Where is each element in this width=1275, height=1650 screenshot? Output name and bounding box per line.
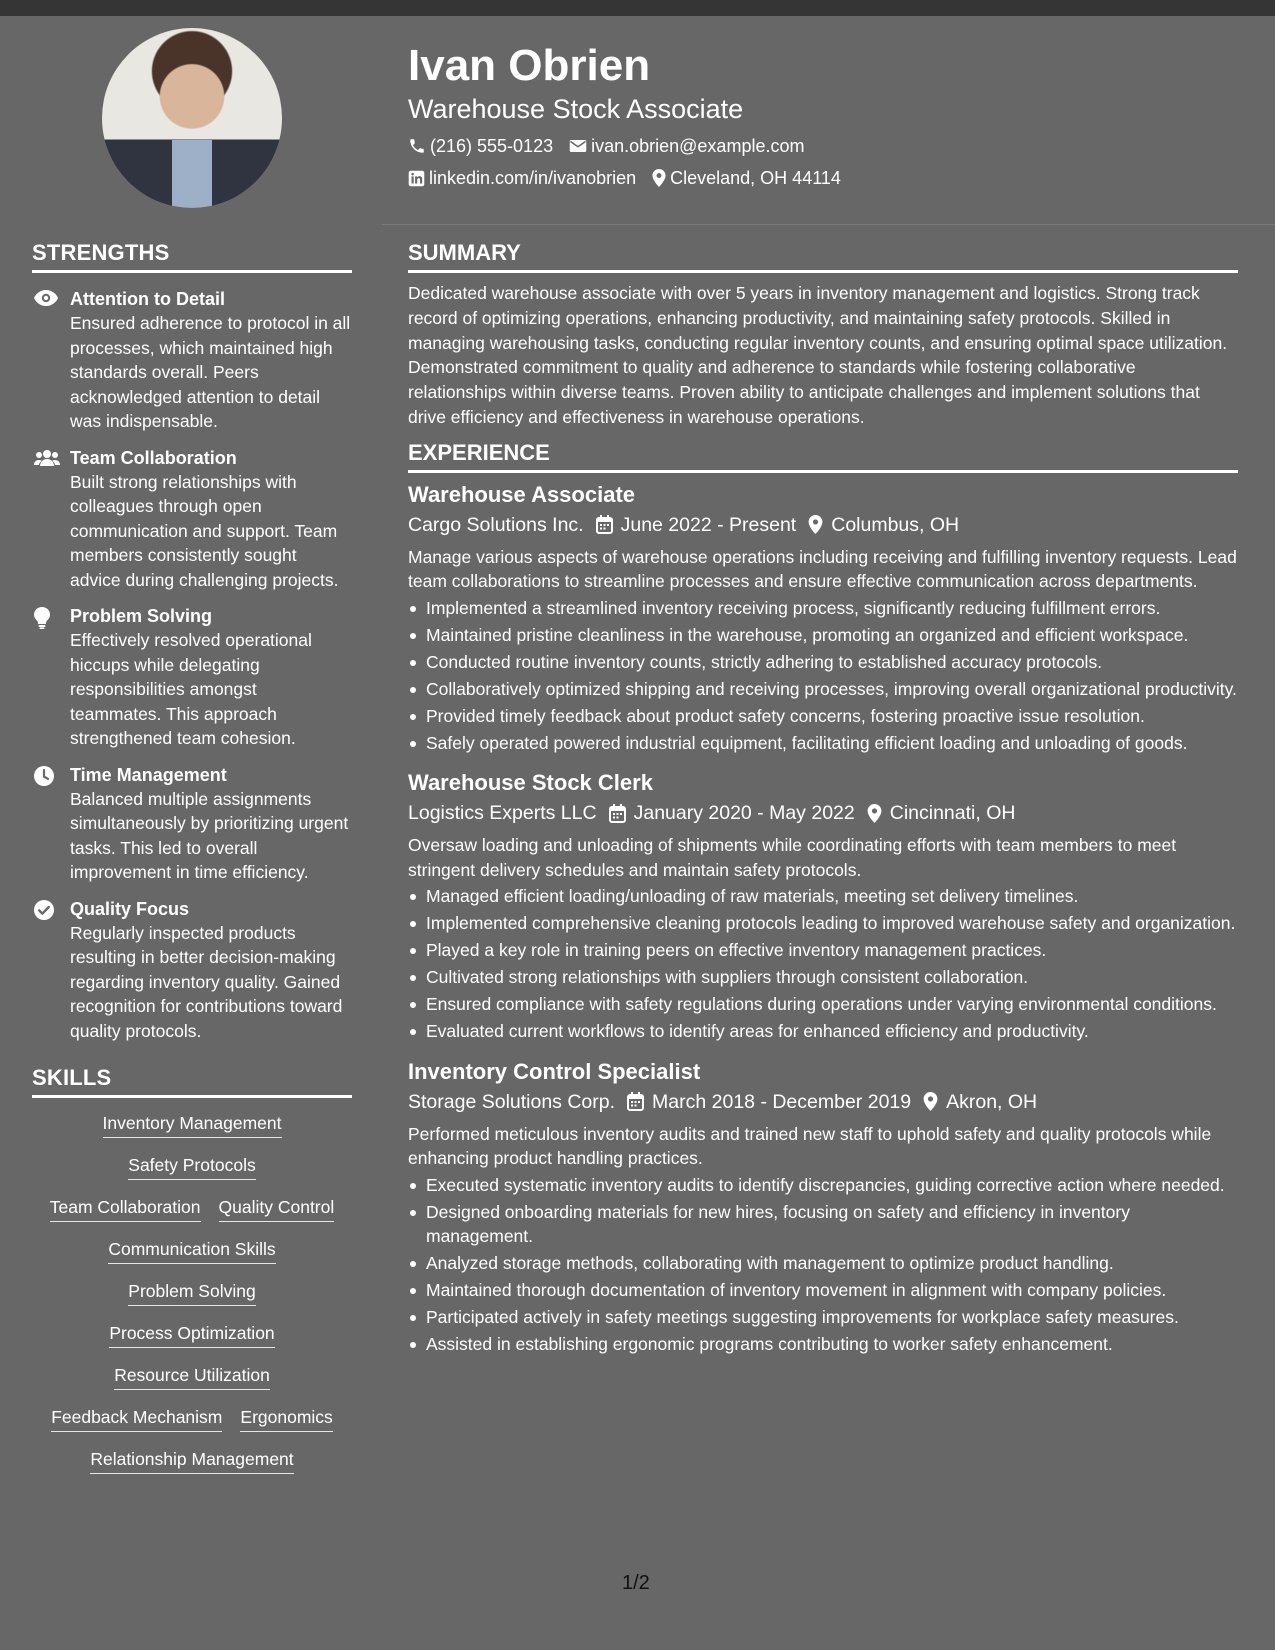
job-dates: March 2018 - December 2019 [652,1090,912,1113]
skill-row [109,1322,274,1348]
skill-row [51,1406,333,1432]
map-pin-icon [808,515,823,534]
skill-row [128,1280,255,1306]
skill-tag: Resource Utilization [114,1364,270,1390]
strength-body [70,897,352,1044]
page-number: 1/2 [622,1572,650,1594]
strength-text: Built strong relationships with colleagues through open communication and support. Team members consistently sought advice during challenging projects. [70,471,339,590]
skill-row [128,1154,255,1180]
job-description: Oversaw loading and unloading of shipments while coordinating efforts with team members to meet stringent delivery schedules and maintain safety protocols. [408,835,1177,880]
strength-item [32,446,352,593]
check-circle-icon [32,897,70,1044]
eye-icon [32,287,70,434]
job-bullet: Cultivated strong relationships with suppliers through consistent collaboration. [408,965,1238,990]
skill-tag: Feedback Mechanism [51,1406,222,1432]
job-meta [408,799,1238,827]
job-dates-wrap [609,799,855,827]
skill-row [103,1112,282,1138]
phone-contact [408,134,553,158]
job-bullet: Evaluated current workflows to identify areas for enhanced efficiency and productivity. [408,1019,1238,1044]
skills-heading: SKILLS [32,1065,352,1098]
job-dates: June 2022 - Present [620,513,797,536]
clock-icon [32,763,70,885]
job-location-wrap [867,799,1016,827]
job-dates-wrap [627,1088,911,1116]
strength-title: Attention to Detail [70,289,225,309]
job-bullet: Ensured compliance with safety regulations during operations under varying environmental conditions. [408,992,1238,1017]
strength-item [32,604,352,751]
strength-item [32,287,352,434]
job-entry [408,769,1238,1044]
job-location-wrap [808,511,959,539]
job-bullet: Participated actively in safety meetings suggesting improvements for workplace safety measures. [408,1305,1238,1330]
phone-text: (216) 555-0123 [430,136,554,156]
strength-item [32,763,352,885]
calendar-icon [609,804,626,823]
strengths-list [32,287,352,1043]
job-location: Columbus, OH [831,513,960,536]
job-bullets [408,1173,1238,1357]
job-bullet: Designed onboarding materials for new hires, focusing on safety and efficiency in inventory management. [408,1200,1238,1249]
skill-row [90,1448,293,1474]
skill-tag: Inventory Management [103,1112,282,1138]
job-bullet: Provided timely feedback about product safety concerns, fostering proactive issue resolution. [408,704,1238,729]
contact-row-1 [408,134,1238,158]
job-title: Warehouse Associate [408,481,636,507]
envelope-icon [569,138,587,154]
job-bullets [408,596,1238,756]
job-bullet: Collaboratively optimized shipping and receiving processes, improving overall organizational productivity. [408,677,1238,702]
strengths-heading: STRENGTHS [32,240,352,273]
skill-tag: Problem Solving [128,1280,255,1306]
linkedin-contact[interactable] [408,166,636,190]
contact-row-2 [408,166,1238,190]
skill-row [114,1364,270,1390]
strength-text: Regularly inspected products resulting in better decision-making regarding inventory quality. Gained recognition for contributions toward quality protocols. [70,922,343,1041]
strength-text: Balanced multiple assignments simultaneously by prioritizing urgent tasks. This led to overall improvement in time efficiency. [70,788,349,882]
job-meta [408,1088,1238,1116]
location-text: Cleveland, OH 44114 [670,168,841,188]
main-content [408,240,1238,1359]
job-dates: January 2020 - May 2022 [633,802,855,825]
job-entry [408,1058,1238,1357]
job-bullets [408,884,1238,1044]
skill-tag: Team Collaboration [50,1196,201,1222]
strength-body [70,287,352,434]
job-company: Logistics Experts LLC [408,802,597,825]
users-icon [32,446,70,593]
job-bullet: Maintained thorough documentation of inventory movement in alignment with company policies. [408,1278,1238,1303]
job-dates-wrap [596,511,797,539]
job-description: Performed meticulous inventory audits and trained new staff to uphold safety and quality protocols while enhancing product handling practices. [408,1123,1212,1169]
strength-body [70,604,352,751]
summary-text: Dedicated warehouse associate with over 5 years in inventory management and logistics. Strong track record of optimizing operations, enhancing productivity, and maintaining safety protocols. Skilled in managing warehousing tasks, conducting regular inventory counts, and ensuring optimal space utilization. Demonstrated commitment to quality and adherence to standards while fostering collaborative relationships within diverse teams. Proven ability to anticipate challenges and implement solutions that drive efficiency and effectiveness in warehouse operations. [408,283,1228,427]
header-divider [382,224,1275,225]
job-bullet: Maintained pristine cleanliness in the warehouse, promoting an organized and efficient workspace. [408,623,1238,648]
skill-row [50,1196,335,1222]
map-pin-icon [923,1092,938,1111]
job-location-wrap [923,1088,1037,1116]
strength-text: Effectively resolved operational hiccups while delegating responsibilities amongst teammates. This approach strengthened team cohesion. [70,630,312,748]
sidebar [32,28,352,1490]
job-description: Manage various aspects of warehouse operations including receiving and fulfilling inventory requests. Lead team collaborations to streamline processes and ensure effective communication across departments. [408,546,1237,592]
skill-tag: Safety Protocols [128,1154,255,1180]
experience-heading: EXPERIENCE [408,440,1238,473]
job-bullet: Played a key role in training peers on effective inventory management practices. [408,938,1238,963]
skill-tag: Relationship Management [90,1448,293,1474]
strength-body [70,763,352,885]
job-title: Inventory Control Specialist [408,1058,701,1084]
strength-item [32,897,352,1044]
profile-photo [102,28,282,208]
resume-header [408,40,1238,190]
job-meta [408,511,1238,539]
job-bullet: Executed systematic inventory audits to identify discrepancies, guiding corrective action where needed. [408,1173,1238,1198]
strength-title: Time Management [70,764,227,785]
strength-title: Quality Focus [70,898,190,919]
skill-row [108,1238,275,1264]
linkedin-text[interactable]: linkedin.com/in/ivanobrien [429,168,637,188]
summary-heading: SUMMARY [408,240,1238,273]
strength-title: Team Collaboration [70,447,237,468]
strength-body [70,446,352,593]
skill-tag: Communication Skills [108,1238,275,1264]
job-bullet: Implemented a streamlined inventory receiving process, significantly reducing fulfillment errors. [408,596,1238,621]
job-entry [408,481,1238,756]
strength-title: Problem Solving [70,606,213,626]
linkedin-icon [408,170,425,187]
job-bullet: Managed efficient loading/unloading of raw materials, meeting set delivery timelines. [408,884,1238,909]
job-bullet: Analyzed storage methods, collaborating with management to optimize product handling. [408,1251,1238,1276]
experience-list [408,481,1238,1357]
strength-text: Ensured adherence to protocol in all processes, which maintained high standards overall. Peers acknowledged attention to detail was indispensable. [70,313,351,431]
skill-tag: Ergonomics [240,1406,332,1432]
candidate-name: Ivan Obrien [408,41,651,90]
candidate-title: Warehouse Stock Associate [408,94,744,124]
email-contact[interactable] [569,134,804,158]
job-location: Cincinnati, OH [889,802,1016,825]
job-company: Cargo Solutions Inc. [408,513,584,536]
job-bullet: Conducted routine inventory counts, strictly adhering to established accuracy protocols. [408,650,1238,675]
skill-tag: Process Optimization [109,1322,274,1348]
location-contact [652,166,841,190]
lightbulb-icon [32,604,70,751]
map-pin-icon [867,804,882,823]
job-title: Warehouse Stock Clerk [408,770,653,796]
email-text[interactable]: ivan.obrien@example.com [591,136,805,156]
job-company: Storage Solutions Corp. [408,1090,616,1113]
calendar-icon [596,515,613,534]
skills-list [32,1112,352,1490]
job-bullet: Safely operated powered industrial equipment, facilitating efficient loading and unloading of goods. [408,731,1238,756]
phone-icon [408,137,426,155]
skill-tag: Quality Control [219,1196,335,1222]
job-bullet: Assisted in establishing ergonomic programs contributing to worker safety enhancement. [408,1332,1238,1357]
job-location: Akron, OH [946,1090,1038,1113]
job-bullet: Implemented comprehensive cleaning protocols leading to improved warehouse safety and organization. [408,911,1238,936]
calendar-icon [627,1092,644,1111]
top-bar [0,0,1275,16]
map-pin-icon [652,169,666,187]
